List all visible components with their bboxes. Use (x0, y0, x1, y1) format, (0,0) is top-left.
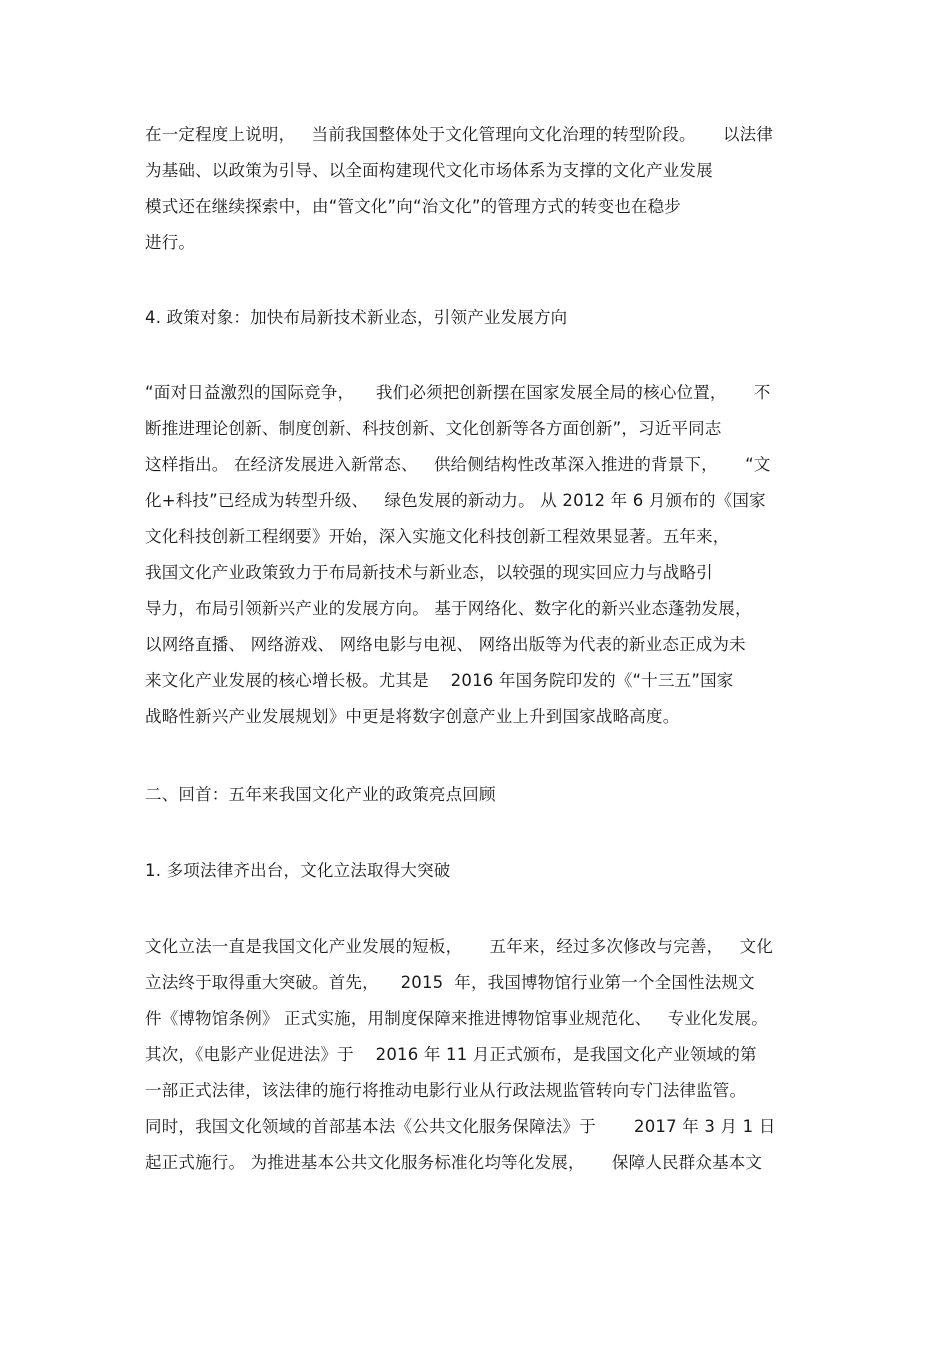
paragraph-line: 战略性新兴产业发展规划》中更是将数字创意产业上升到国家战略高度。 (145, 707, 680, 726)
paragraph-line: 我国文化产业政策致力于布局新技术与新业态，以较强的现实回应力与战略引 (145, 563, 713, 582)
paragraph-line: 件《博物馆条例》 正式实施，用制度保障来推进博物馆事业规范化、 专业化发展。 (145, 1009, 768, 1028)
paragraph-line: 以网络直播、 网络游戏、 网络电影与电视、 网络出版等为代表的新业态正成为未 (145, 635, 746, 654)
paragraph-line: 文化科技创新工程纲要》开始，深入实施文化科技创新工程效果显著。五年来， (145, 527, 730, 546)
paragraph-line: 模式还在继续探索中，由“管文化”向“治文化”的管理方式的转变也在稳步 (145, 197, 681, 216)
paragraph-line: 其次，《电影产业促进法》于 2016 年 11 月正式颁布，是我国文化产业领域的第 (145, 1045, 757, 1064)
paragraph-line: 为基础、以政策为引导、以全面构建现代文化市场体系为支撑的文化产业发展 (145, 161, 713, 180)
paragraph-line: 在一定程度上说明， 当前我国整体处于文化管理向文化治理的转型阶段。 以法律 (145, 125, 774, 144)
subsection-heading: 1. 多项法律齐出台，文化立法取得大突破 (145, 861, 451, 880)
paragraph-line: 导力，布局引领新兴产业的发展方向。 基于网络化、数字化的新兴业态蓬勃发展， (145, 599, 752, 618)
paragraph-line: 这样指出。 在经济发展进入新常态、 供给侧结构性改革深入推进的背景下， “文 (145, 455, 771, 474)
paragraph-line: “面对日益激烈的国际竞争， 我们必须把创新摆在国家发展全局的核心位置， 不 (145, 383, 771, 402)
paragraph-line: 来文化产业发展的核心增长极。尤其是 2016 年国务院印发的《“十三五”国家 (145, 671, 734, 690)
paragraph-line: 断推进理论创新、制度创新、科技创新、文化创新等各方面创新”，习近平同志 (145, 419, 722, 438)
section-heading: 4. 政策对象：加快布局新技术新业态，引领产业发展方向 (145, 308, 568, 327)
paragraph-line: 立法终于取得重大突破。首先， 2015 年，我国博物馆行业第一个全国性法规文 (145, 973, 755, 992)
paragraph-line: 同时，我国文化领域的首部基本法《公共文化服务保障法》于 2017 年 3 月 1 日 (145, 1117, 776, 1136)
paragraph-line: 一部正式法律，该法律的施行将推动电影行业从行政法规监管转向专门法律监管。 (145, 1081, 747, 1100)
paragraph-line: 进行。 (145, 233, 196, 252)
paragraph-line: 化+科技”已经成为转型升级、 绿色发展的新动力。 从 2012 年 6 月颁布的《国家 (145, 491, 766, 510)
paragraph-line: 起正式施行。 为推进基本公共文化服务标准化均等化发展， 保障人民群众基本文 (145, 1153, 763, 1172)
paragraph-line: 文化立法一直是我国文化产业发展的短板， 五年来，经过多次修改与完善， 文化 (145, 937, 774, 956)
section-heading: 二、回首：五年来我国文化产业的政策亮点回顾 (145, 785, 496, 804)
